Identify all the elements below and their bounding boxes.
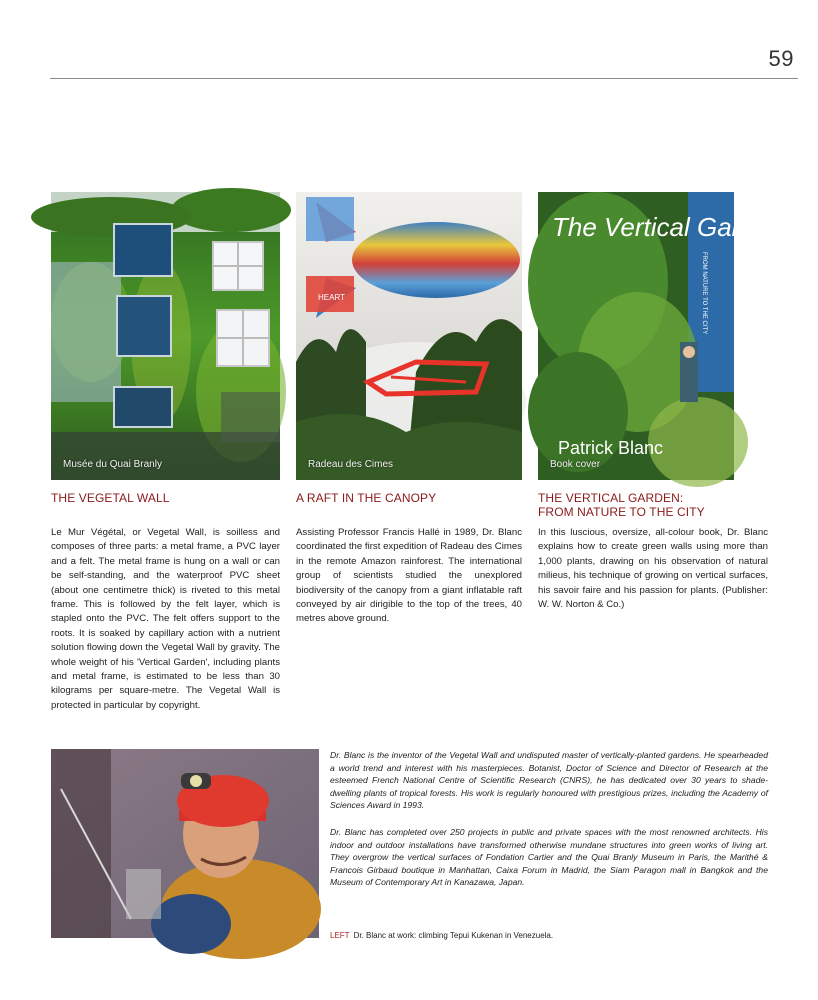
raft-canopy-illustration xyxy=(296,192,522,480)
photo-caption xyxy=(330,931,553,940)
caption-tag: LEFT xyxy=(330,931,350,940)
section-title-vertical-garden xyxy=(538,491,705,519)
climbing-portrait-photo xyxy=(51,749,319,938)
section-title-raft: A RAFT IN THE CANOPY xyxy=(296,491,437,505)
header-divider xyxy=(50,78,798,79)
climbing-portrait-illustration xyxy=(51,749,319,938)
section-title-vegetal-wall: THE VEGETAL WALL xyxy=(51,491,170,505)
vegetal-wall-illustration xyxy=(51,192,280,480)
book-author: Patrick Blanc xyxy=(558,438,664,458)
title-line-2: FROM NATURE TO THE CITY xyxy=(538,505,705,519)
image-caption: Book cover xyxy=(550,459,601,470)
book-title: The Vertical Garden xyxy=(552,212,784,242)
book-cover-illustration xyxy=(538,192,784,480)
page-number: 59 xyxy=(768,46,794,71)
bio-paragraph-2: Dr. Blanc has completed over 250 projects in public and private spaces with the most renowned architects. His indoor and outdoor installations have transformed otherwise mundane structures into green works of living art. They overgrow the vertical surfaces of Fondation Cartier and the Quai Branly Museum in Paris, the Marithé & Francois Girbaud boutique in Manhattan, Caixa Forum in Madrid, the Siam Paragon mall in Bangkok and the Museum of Contemporary Art in Kanazawa, Japan. xyxy=(330,827,768,888)
book-subtitle: FROM NATURE TO THE CITY xyxy=(701,252,707,335)
airship-logo: HEART xyxy=(318,293,345,302)
image-caption: Radeau des Cimes xyxy=(308,459,394,470)
raft-canopy-photo xyxy=(296,192,522,480)
caption-text: Dr. Blanc at work: climbing Tepui Kukenan in Venezuela. xyxy=(353,931,554,940)
vegetal-wall-body: Le Mur Végétal, or Vegetal Wall, is soilless and composes of three parts: a metal frame, a PVC layer and a felt. The metal frame is hung on a wall or can be self-standing, and the waterproof PVC sheet (about one centimetre thick) is riveted to this metal frame. This is followed by the felt layer, which is stapled onto the PVC. The felt offers support to the roots. It is soaked by capillary action with a nutrient solution flowing down the Vegetal Wall by gravity. The whole weight of his 'Vertical Garden', including plants and metal frame, is estimated to be less than 30 kilograms per square-metre. The Vegetal Wall is protected in particular by copyright. xyxy=(51,527,280,711)
book-cover-photo xyxy=(538,192,784,480)
vegetal-wall-photo xyxy=(51,192,280,480)
vertical-garden-body: In this luscious, oversize, all-colour book, Dr. Blanc explains how to create green walls using more than 1,000 plants, drawing on his observation of natural milieus, his technique of growing on vertical surfaces, his savoir faire and his passion for plants. (Publisher: W. W. Norton & Co.) xyxy=(538,527,768,611)
image-caption: Musée du Quai Branly xyxy=(63,459,162,470)
title-line-1: THE VERTICAL GARDEN: xyxy=(538,491,684,505)
bio-paragraph-1: Dr. Blanc is the inventor of the Vegetal Wall and undisputed master of vertically-planted gardens. He spearheaded a world trend and interest with his masterpieces. Botanist, Doctor of Science and Director of Research at the esteemed French National Centre of Scientific Research (CNRS), he has dedicated over 30 years to shade-dwelling plants of tropical forests. His work is regularly honoured with prestigious prizes, including the Academy of Sciences Award in 1993. xyxy=(330,750,768,811)
raft-body: Assisting Professor Francis Hallé in 1989, Dr. Blanc coordinated the first expedition of Radeau des Cimes in the remote Amazon rainforest. The international group of scientists studied the unexplored biodiversity of the canopy from a giant inflatable raft conveyed by air dirigible to the top of the trees, 40 metres above ground. xyxy=(296,527,522,625)
